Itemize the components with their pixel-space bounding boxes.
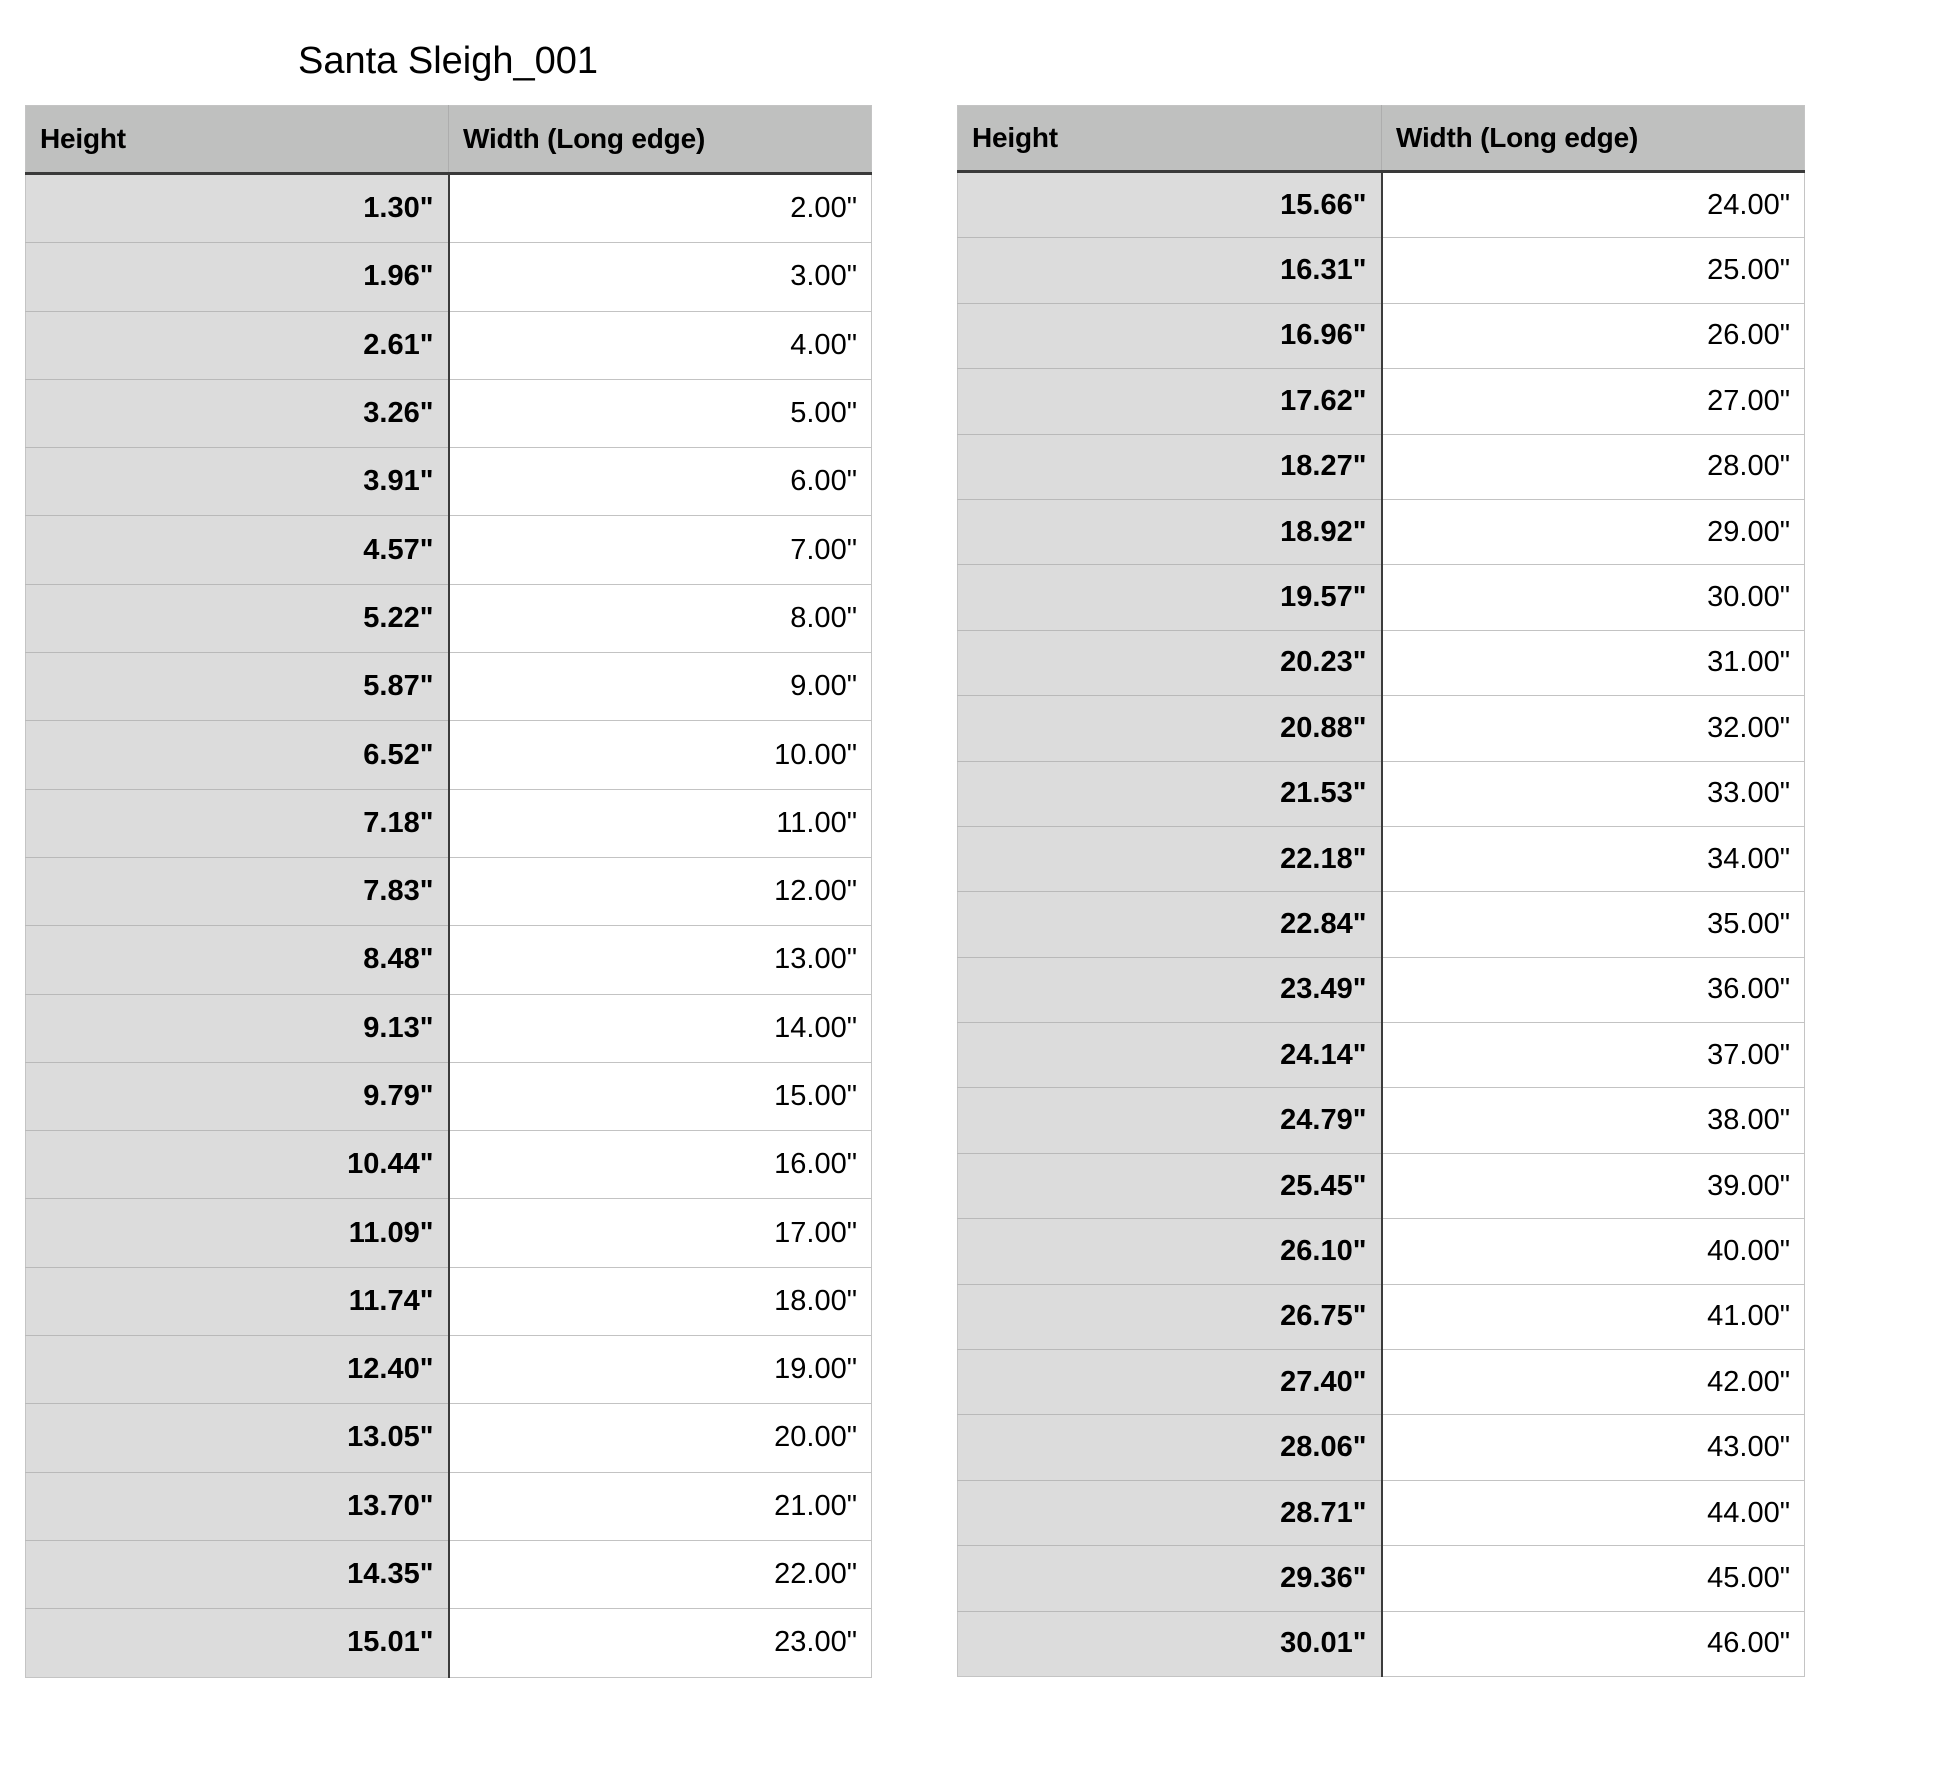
height-cell: 17.62" — [958, 369, 1382, 434]
height-cell: 22.84" — [958, 892, 1382, 957]
height-cell: 25.45" — [958, 1153, 1382, 1218]
width-cell: 33.00" — [1382, 761, 1805, 826]
width-cell: 22.00" — [449, 1540, 872, 1608]
table-row — [958, 761, 1805, 826]
width-cell: 19.00" — [449, 1336, 872, 1404]
document-title: Santa Sleigh_001 — [297, 40, 599, 82]
table-row — [26, 857, 872, 925]
table-row — [26, 1472, 872, 1540]
height-cell: 5.87" — [26, 653, 449, 721]
height-cell: 26.75" — [958, 1284, 1382, 1349]
table-body — [958, 172, 1805, 1677]
height-cell: 15.66" — [958, 172, 1382, 238]
height-cell: 20.88" — [958, 696, 1382, 761]
width-cell: 37.00" — [1382, 1023, 1805, 1088]
table-row — [26, 584, 872, 652]
height-cell: 9.13" — [26, 994, 449, 1062]
size-table-right — [957, 105, 1805, 1677]
height-cell: 18.27" — [958, 434, 1382, 499]
size-table-left — [25, 105, 872, 1678]
table-row — [26, 174, 872, 243]
width-cell: 5.00" — [449, 379, 872, 447]
width-cell: 41.00" — [1382, 1284, 1805, 1349]
width-cell: 42.00" — [1382, 1350, 1805, 1415]
width-cell: 35.00" — [1382, 892, 1805, 957]
width-cell: 26.00" — [1382, 303, 1805, 368]
table-row — [958, 499, 1805, 564]
column-header-width: Width (Long edge) — [449, 106, 872, 174]
width-cell: 28.00" — [1382, 434, 1805, 499]
width-cell: 18.00" — [449, 1267, 872, 1335]
width-cell: 46.00" — [1382, 1611, 1805, 1676]
table-row — [958, 434, 1805, 499]
width-cell: 40.00" — [1382, 1219, 1805, 1284]
height-cell: 10.44" — [26, 1131, 449, 1199]
width-cell: 12.00" — [449, 857, 872, 925]
width-cell: 20.00" — [449, 1404, 872, 1472]
table-header-row — [958, 106, 1805, 172]
table-row — [26, 1609, 872, 1677]
table-row — [958, 1219, 1805, 1284]
height-cell: 21.53" — [958, 761, 1382, 826]
width-cell: 29.00" — [1382, 499, 1805, 564]
height-cell: 11.74" — [26, 1267, 449, 1335]
width-cell: 30.00" — [1382, 565, 1805, 630]
table-row — [958, 1415, 1805, 1480]
table-row — [26, 653, 872, 721]
table-row — [958, 1350, 1805, 1415]
height-cell: 7.83" — [26, 857, 449, 925]
height-cell: 15.01" — [26, 1609, 449, 1677]
height-cell: 18.92" — [958, 499, 1382, 564]
column-header-width: Width (Long edge) — [1382, 106, 1805, 172]
width-cell: 16.00" — [449, 1131, 872, 1199]
table-row — [26, 721, 872, 789]
height-cell: 3.26" — [26, 379, 449, 447]
height-cell: 16.96" — [958, 303, 1382, 368]
table-row — [26, 1336, 872, 1404]
table-row — [958, 172, 1805, 238]
table-row — [26, 1540, 872, 1608]
width-cell: 10.00" — [449, 721, 872, 789]
table-row — [958, 1546, 1805, 1611]
height-cell: 28.06" — [958, 1415, 1382, 1480]
height-cell: 3.91" — [26, 448, 449, 516]
table-row — [26, 1199, 872, 1267]
height-cell: 4.57" — [26, 516, 449, 584]
height-cell: 26.10" — [958, 1219, 1382, 1284]
width-cell: 21.00" — [449, 1472, 872, 1540]
height-cell: 23.49" — [958, 957, 1382, 1022]
height-cell: 29.36" — [958, 1546, 1382, 1611]
table-row — [958, 892, 1805, 957]
height-cell: 16.31" — [958, 238, 1382, 303]
height-cell: 14.35" — [26, 1540, 449, 1608]
table-row — [26, 1404, 872, 1472]
column-header-height: Height — [958, 106, 1382, 172]
table-row — [958, 238, 1805, 303]
table-row — [958, 565, 1805, 630]
column-header-height: Height — [26, 106, 449, 174]
height-cell: 11.09" — [26, 1199, 449, 1267]
height-cell: 19.57" — [958, 565, 1382, 630]
height-cell: 2.61" — [26, 311, 449, 379]
width-cell: 3.00" — [449, 243, 872, 311]
width-cell: 17.00" — [449, 1199, 872, 1267]
width-cell: 31.00" — [1382, 630, 1805, 695]
table-row — [26, 379, 872, 447]
height-cell: 1.96" — [26, 243, 449, 311]
table-row — [26, 516, 872, 584]
height-cell: 6.52" — [26, 721, 449, 789]
width-cell: 44.00" — [1382, 1480, 1805, 1545]
height-cell: 13.05" — [26, 1404, 449, 1472]
table-row — [26, 311, 872, 379]
table-row — [26, 1062, 872, 1130]
width-cell: 38.00" — [1382, 1088, 1805, 1153]
width-cell: 39.00" — [1382, 1153, 1805, 1218]
width-cell: 36.00" — [1382, 957, 1805, 1022]
height-cell: 8.48" — [26, 926, 449, 994]
table-row — [958, 369, 1805, 434]
table-row — [26, 448, 872, 516]
width-cell: 15.00" — [449, 1062, 872, 1130]
table-row — [958, 1153, 1805, 1218]
table-row — [958, 957, 1805, 1022]
width-cell: 9.00" — [449, 653, 872, 721]
table-row — [26, 994, 872, 1062]
height-cell: 30.01" — [958, 1611, 1382, 1676]
table-row — [26, 926, 872, 994]
width-cell: 8.00" — [449, 584, 872, 652]
width-cell: 6.00" — [449, 448, 872, 516]
table-row — [26, 1267, 872, 1335]
height-cell: 27.40" — [958, 1350, 1382, 1415]
height-cell: 5.22" — [26, 584, 449, 652]
table-row — [958, 696, 1805, 761]
width-cell: 11.00" — [449, 789, 872, 857]
height-cell: 12.40" — [26, 1336, 449, 1404]
width-cell: 7.00" — [449, 516, 872, 584]
width-cell: 25.00" — [1382, 238, 1805, 303]
table-row — [26, 243, 872, 311]
width-cell: 32.00" — [1382, 696, 1805, 761]
width-cell: 2.00" — [449, 174, 872, 243]
width-cell: 4.00" — [449, 311, 872, 379]
table-row — [958, 826, 1805, 891]
width-cell: 24.00" — [1382, 172, 1805, 238]
height-cell: 1.30" — [26, 174, 449, 243]
table-row — [958, 630, 1805, 695]
width-cell: 27.00" — [1382, 369, 1805, 434]
table-row — [958, 1023, 1805, 1088]
table-row — [26, 1131, 872, 1199]
height-cell: 28.71" — [958, 1480, 1382, 1545]
table-row — [958, 1480, 1805, 1545]
table-header-row — [26, 106, 872, 174]
height-cell: 24.79" — [958, 1088, 1382, 1153]
table-row — [26, 789, 872, 857]
table-row — [958, 1284, 1805, 1349]
width-cell: 43.00" — [1382, 1415, 1805, 1480]
table-row — [958, 1088, 1805, 1153]
height-cell: 9.79" — [26, 1062, 449, 1130]
width-cell: 45.00" — [1382, 1546, 1805, 1611]
height-cell: 24.14" — [958, 1023, 1382, 1088]
width-cell: 34.00" — [1382, 826, 1805, 891]
table-body — [26, 174, 872, 1678]
table-row — [958, 303, 1805, 368]
height-cell: 20.23" — [958, 630, 1382, 695]
width-cell: 13.00" — [449, 926, 872, 994]
width-cell: 23.00" — [449, 1609, 872, 1677]
height-cell: 7.18" — [26, 789, 449, 857]
height-cell: 22.18" — [958, 826, 1382, 891]
table-row — [958, 1611, 1805, 1676]
width-cell: 14.00" — [449, 994, 872, 1062]
height-cell: 13.70" — [26, 1472, 449, 1540]
